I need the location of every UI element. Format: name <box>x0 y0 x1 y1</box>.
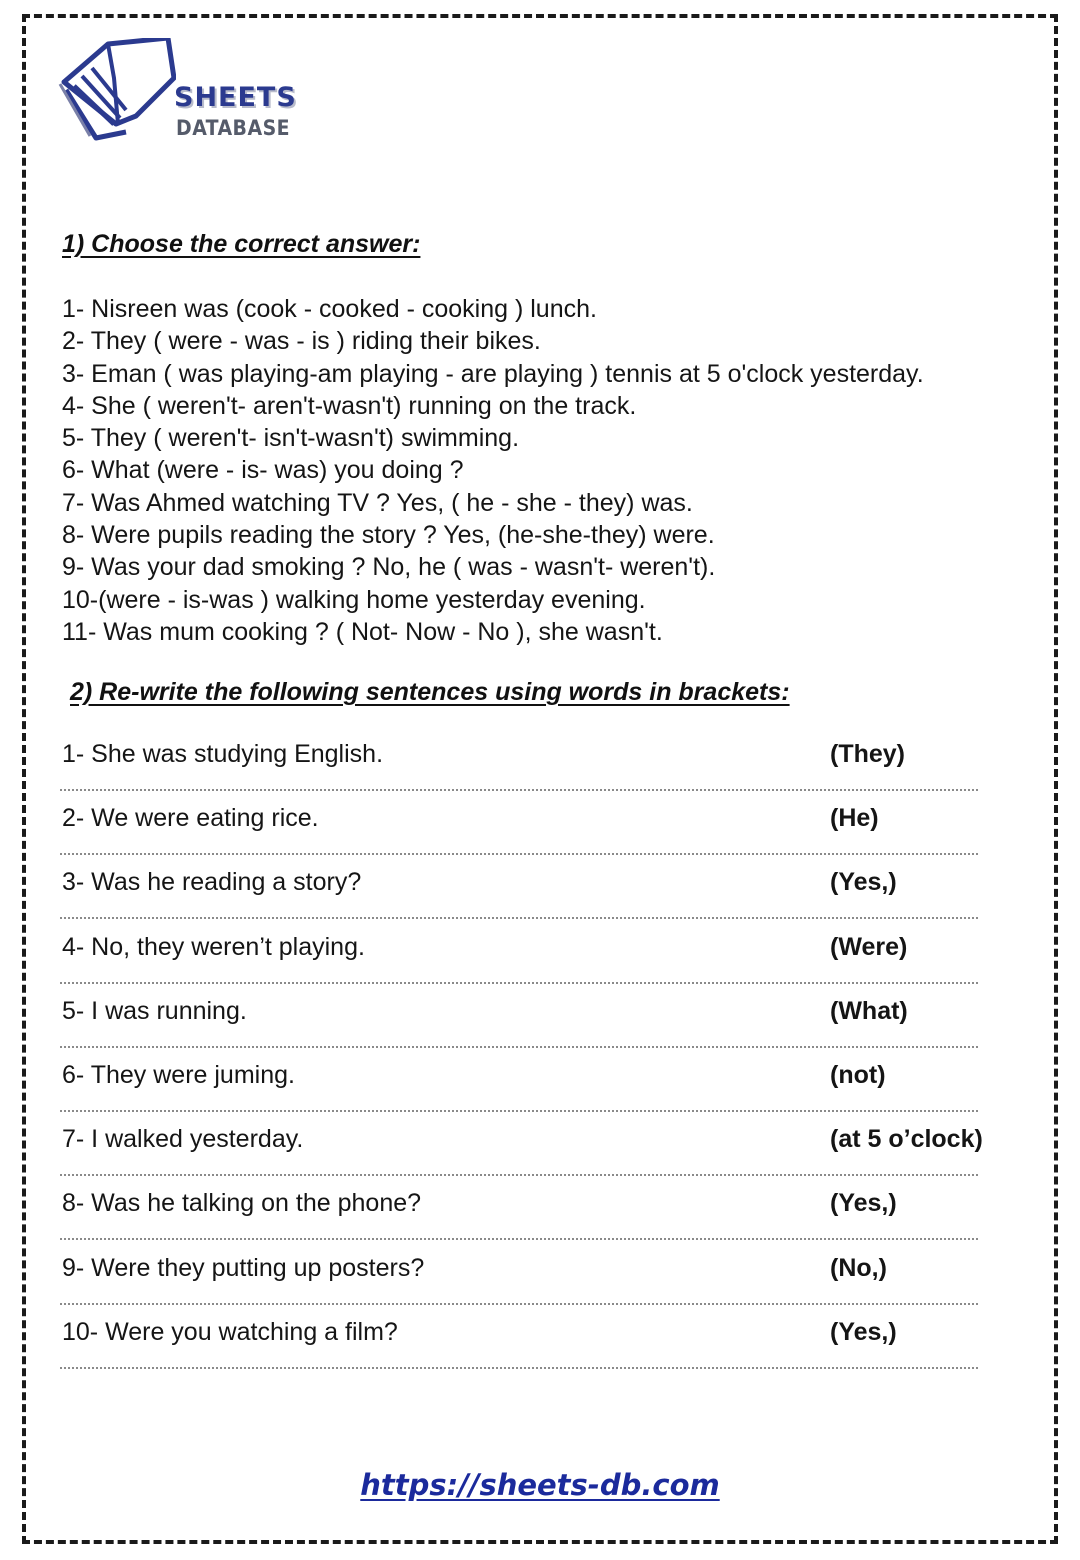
rewrite-item <box>60 1183 1020 1247</box>
rewrite-sentence: 10- Were you watching a film? <box>62 1317 398 1346</box>
rewrite-item <box>60 991 1020 1055</box>
rewrite-item <box>60 1055 1020 1119</box>
answer-dotted-line[interactable] <box>60 1110 978 1112</box>
rewrite-sentence: 5- I was running. <box>62 996 247 1025</box>
rewrite-bracket-word: (at 5 o’clock) <box>830 1125 983 1154</box>
rewrite-list <box>60 734 1020 1376</box>
rewrite-sentence: 2- We were eating rice. <box>62 804 319 833</box>
rewrite-item <box>60 734 1020 798</box>
footer-url-link[interactable]: https://sheets-db.com <box>360 1468 720 1502</box>
rewrite-sentence: 1- She was studying English. <box>62 740 384 768</box>
mc-question: 7- Was Ahmed watching TV ? Yes, ( he - she - they) was. <box>62 488 693 517</box>
rewrite-bracket-word: (not) <box>830 1060 886 1089</box>
answer-dotted-line[interactable] <box>60 1238 978 1240</box>
mc-question: 3- Eman ( was playing-am playing - are playing ) tennis at 5 o'clock yesterday. <box>62 359 924 388</box>
mc-question: 10-(were - is-was ) walking home yesterday evening. <box>62 585 646 614</box>
rewrite-bracket-word: (Yes,) <box>830 1317 897 1346</box>
rewrite-sentence: 3- Was he reading a story? <box>62 868 362 897</box>
mc-question: 6- What (were - is- was) you doing ? <box>62 456 464 485</box>
logo-word-sheets: SHEETS <box>174 82 297 113</box>
rewrite-sentence: 6- They were juming. <box>62 1060 295 1089</box>
rewrite-bracket-word: (Were) <box>830 932 908 961</box>
answer-dotted-line[interactable] <box>60 1174 978 1176</box>
rewrite-bracket-word: (No,) <box>830 1253 887 1282</box>
answer-dotted-line[interactable] <box>60 1046 978 1048</box>
mc-question: 5- They ( weren't- isn't-wasn't) swimming. <box>62 424 520 453</box>
answer-dotted-line[interactable] <box>60 789 978 791</box>
section1-title: 1) Choose the correct answer: <box>62 230 421 258</box>
rewrite-item <box>60 927 1020 991</box>
mc-question: 1- Nisreen was (cook - cooked - cooking ) lunch. <box>62 295 597 323</box>
rewrite-sentence: 9- Were they putting up posters? <box>62 1253 425 1282</box>
answer-dotted-line[interactable] <box>60 853 978 855</box>
mc-question: 8- Were pupils reading the story ? Yes, (he-she-they) were. <box>62 521 715 550</box>
rewrite-item <box>60 1312 1020 1376</box>
rewrite-sentence: 8- Was he talking on the phone? <box>62 1189 422 1218</box>
mc-question: 2- They ( were - was - is ) riding their bikes. <box>62 327 541 356</box>
answer-dotted-line[interactable] <box>60 1303 978 1305</box>
sheets-database-logo <box>56 38 297 148</box>
rewrite-item <box>60 862 1020 926</box>
rewrite-bracket-word: (Yes,) <box>830 868 897 897</box>
logo-icon <box>56 38 176 148</box>
answer-dotted-line[interactable] <box>60 982 978 984</box>
mc-question: 9- Was your dad smoking ? No, he ( was - wasn't- weren't). <box>62 553 716 582</box>
rewrite-bracket-word: (They) <box>830 740 905 768</box>
rewrite-bracket-word: (Yes,) <box>830 1189 897 1218</box>
section2-title: 2) Re-write the following sentences using words in brackets: <box>70 678 790 706</box>
rewrite-bracket-word: (What) <box>830 996 908 1025</box>
mc-question: 11- Was mum cooking ? ( Not- Now - No ), she wasn't. <box>62 617 663 646</box>
rewrite-bracket-word: (He) <box>830 804 879 833</box>
multiple-choice-list <box>62 293 924 648</box>
rewrite-item <box>60 1119 1020 1183</box>
rewrite-sentence: 4- No, they weren’t playing. <box>62 932 365 961</box>
mc-question: 4- She ( weren't- aren't-wasn't) running on the track. <box>62 391 637 420</box>
answer-dotted-line[interactable] <box>60 1367 978 1369</box>
logo-word-database: DATABASE <box>176 116 291 140</box>
answer-dotted-line[interactable] <box>60 917 978 919</box>
rewrite-sentence: 7- I walked yesterday. <box>62 1125 304 1154</box>
rewrite-item <box>60 1248 1020 1312</box>
rewrite-item <box>60 798 1020 862</box>
